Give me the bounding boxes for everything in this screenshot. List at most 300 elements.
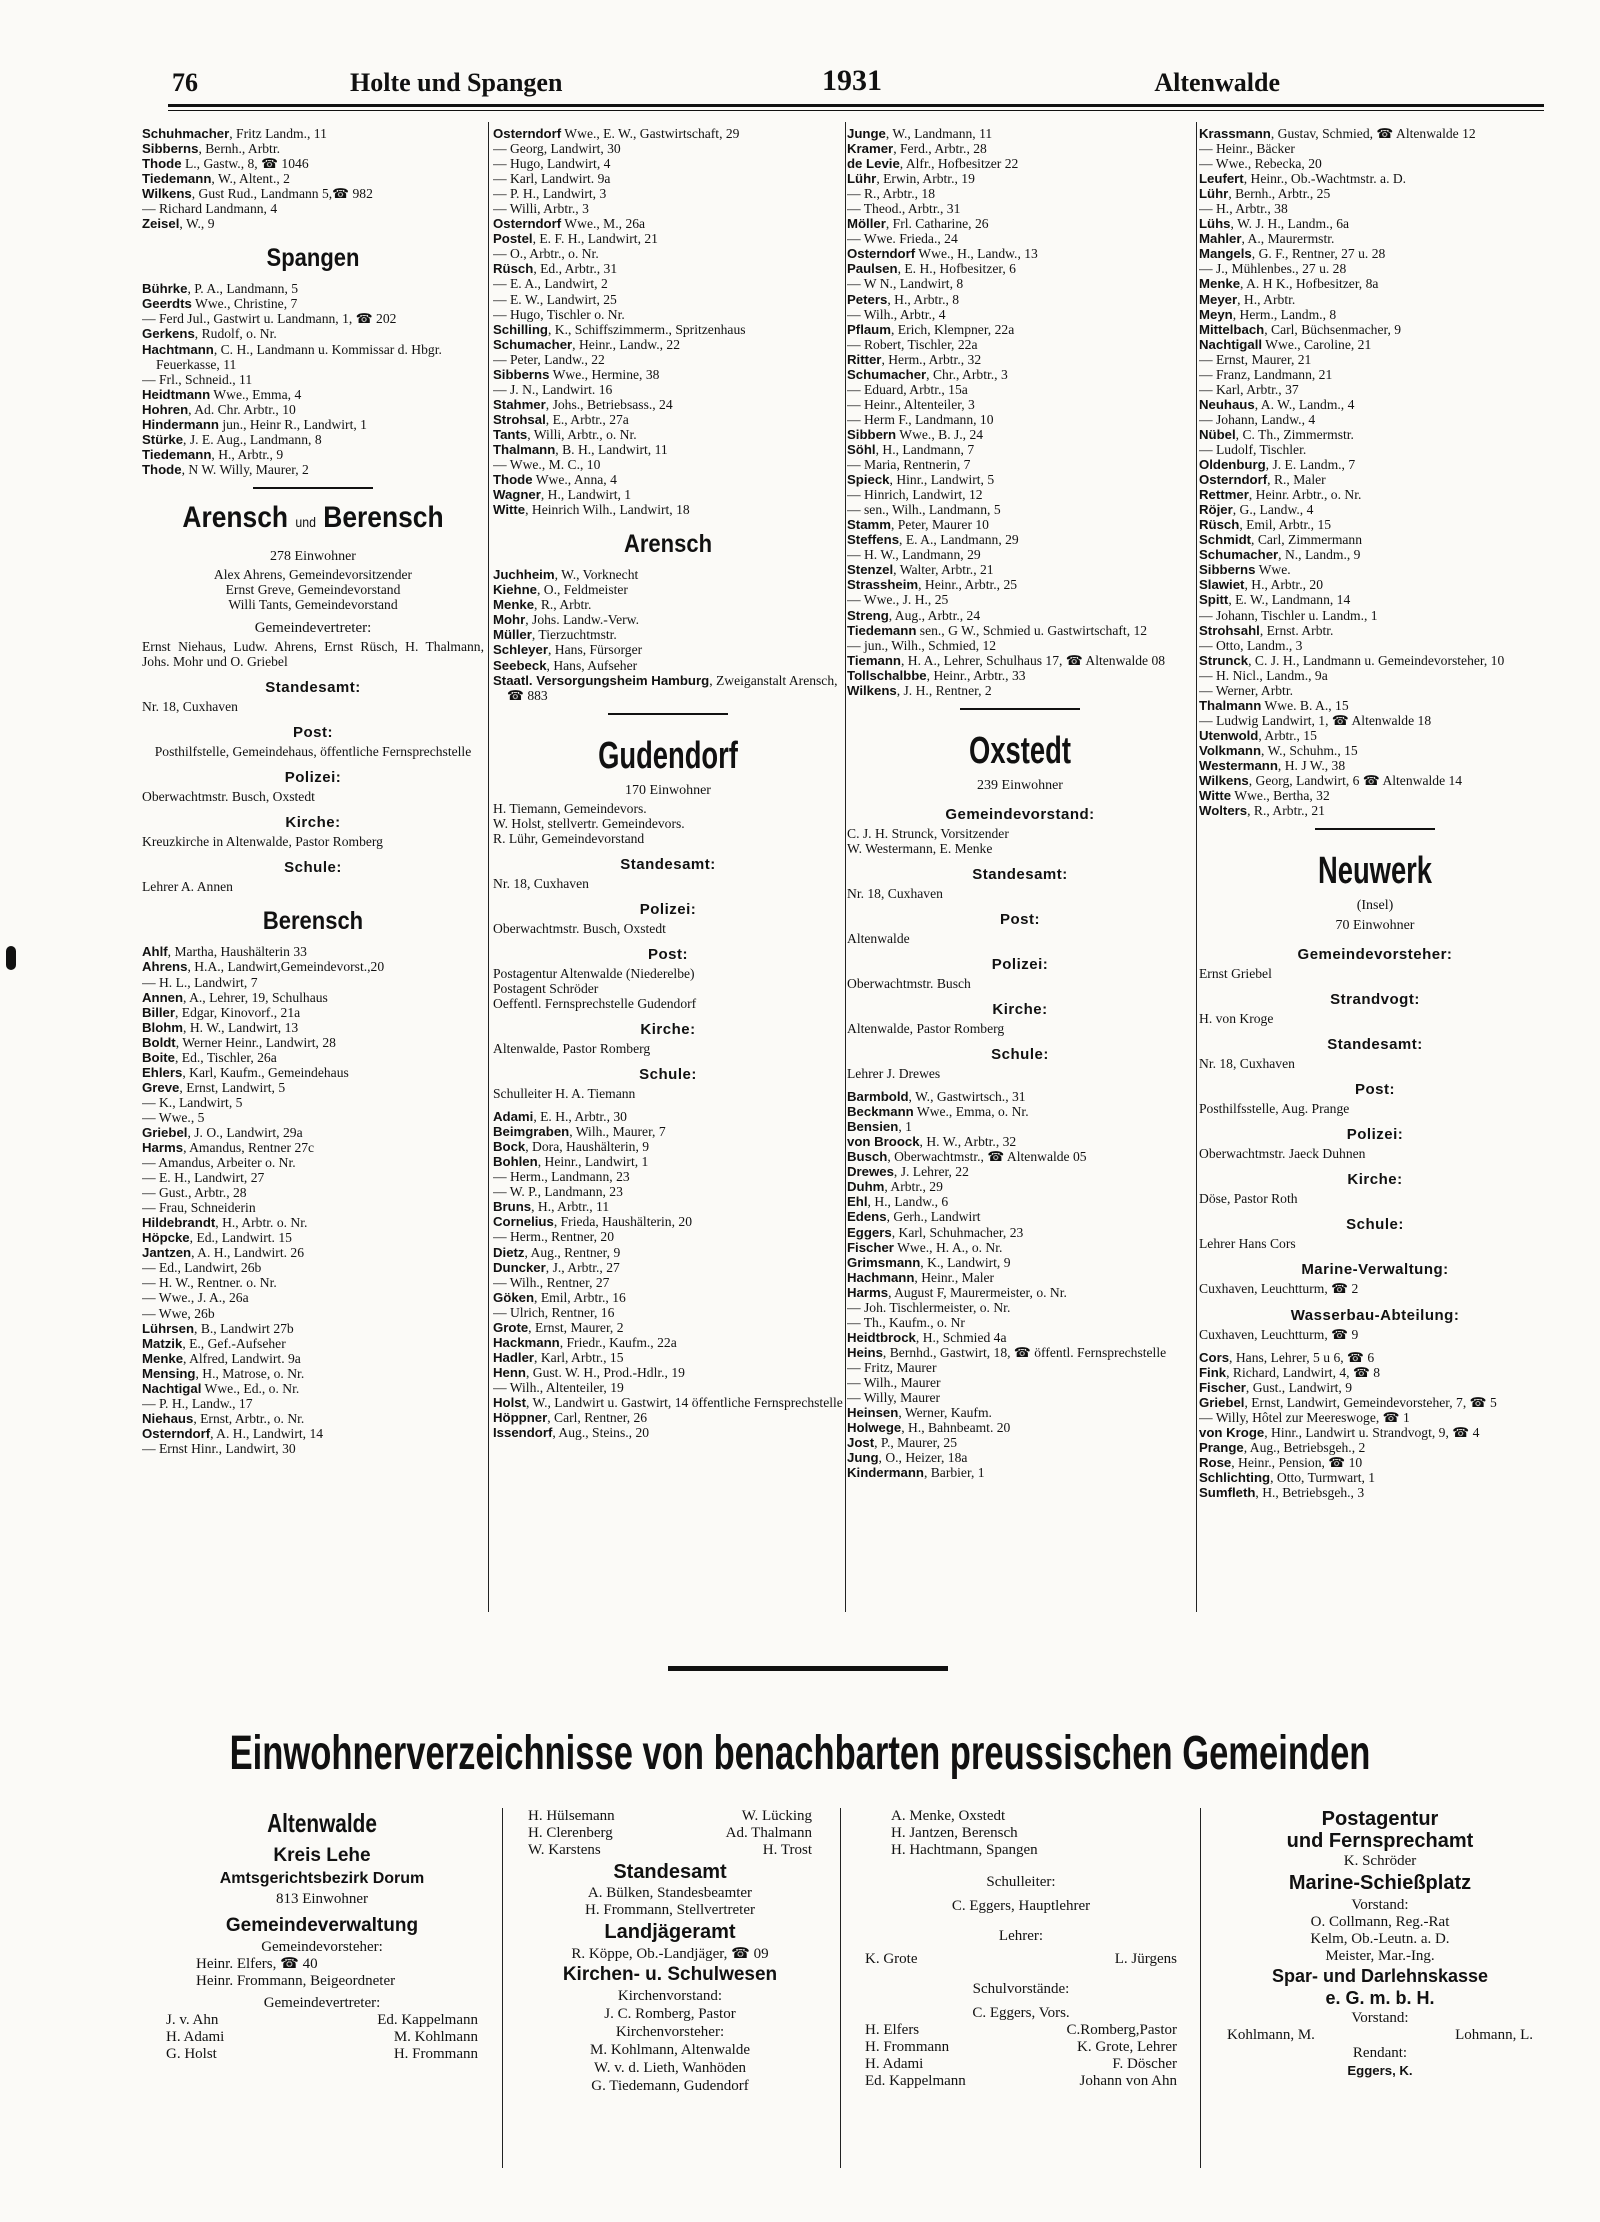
list-item: — Ferd Jul., Gastwirt u. Landmann, 1, ☎ 202	[142, 311, 397, 327]
list-item: Gerkens, Rudolf, o. Nr.	[142, 326, 277, 342]
wasserbau-text: Cuxhaven, Leuchtturm, ☎ 9	[1199, 1326, 1359, 1342]
entry-name: Mensing	[142, 1365, 196, 1381]
list-item: — Robert, Tischler, 22a	[847, 336, 978, 352]
post-text: Posthilfstelle, Gemeindehaus, öffentliche Fernsprechstelle	[154, 744, 472, 760]
list-item: Strohsahl, Ernst. Arbtr.	[1199, 622, 1334, 638]
heading-egmbh: e. G. m. b. H.	[1325, 1988, 1435, 2008]
entry-name: Schlichting	[1199, 1469, 1271, 1485]
schule-text: Lehrer J. Drewes	[847, 1066, 941, 1082]
list-item: Hindermann jun., Heinr R., Landwirt, 1	[142, 416, 367, 432]
entry-name: Ritter	[847, 351, 882, 367]
bottom-column-1	[146, 1808, 498, 2063]
entry-name: Müller	[493, 627, 532, 643]
list-item: — Otto, Landm., 3	[1199, 637, 1303, 653]
entry-name: Wilkens	[142, 186, 192, 202]
label-gemeindevorstand: Gemeindevorstand:	[945, 805, 1095, 823]
list-item: — Willy, Hôtel zur Meereswoge, ☎ 1	[1199, 1409, 1410, 1425]
list-item: Kiehne, O., Feldmeister	[493, 582, 628, 598]
kirchenvorstand-text: J. C. Romberg, Pastor	[604, 2006, 736, 2022]
entry-name: Schumacher	[847, 366, 927, 382]
list-item: Steffens, E. A., Landmann, 29	[847, 532, 1019, 548]
list-item: — Herm F., Landmann, 10	[847, 411, 994, 427]
label-gemeindevorsteher: Gemeindevorsteher:	[261, 1939, 383, 1955]
entry-name: Bensien	[847, 1119, 899, 1135]
list-item: — Wilh., Arbtr., 4	[847, 306, 946, 322]
list-item: Schmidt, Carl, Zimmermann	[1199, 532, 1363, 548]
list-item: Wolters, R., Arbtr., 21	[1199, 803, 1325, 819]
entry-name: Strassheim	[847, 577, 919, 593]
entry-name: Oldenburg	[1199, 457, 1266, 473]
list-item: Rose, Heinr., Pension, ☎ 10	[1199, 1454, 1363, 1470]
list-item: Prange, Aug., Betriebsgeh., 2	[1199, 1439, 1366, 1455]
entry-name: Leufert	[1199, 171, 1244, 187]
entry-name: Stürke	[142, 431, 184, 447]
label-schulleiter: Schulleiter:	[986, 1874, 1056, 1890]
list-item-text: W. v. d. Lieth, Wanhöden	[594, 2060, 746, 2076]
entry-name: Tants	[493, 426, 528, 442]
list-item: Mangels, G. F., Rentner, 27 u. 28	[1199, 246, 1386, 262]
section-title-gudendorf: Gudendorf	[598, 734, 738, 777]
entry-name: Zeisel	[142, 216, 180, 232]
list-item: — Peter, Landw., 22	[493, 351, 605, 367]
list-item: Drewes, J. Lehrer, 22	[847, 1164, 969, 1180]
heading-kreis: Kreis Lehe	[273, 1845, 371, 1866]
entry-name: Jost	[847, 1435, 875, 1451]
list-item: — Wilh., Maurer	[847, 1375, 941, 1390]
entry-list	[1199, 1350, 1551, 1500]
list-item	[508, 1842, 832, 1859]
list-item: Westermann, H. J W., 38	[1199, 757, 1346, 773]
list-item: — Frl., Schneid., 11	[142, 371, 253, 387]
entry-name: Henn	[493, 1364, 526, 1380]
entry-name: Adami	[493, 1109, 534, 1125]
label-standesamt: Standesamt:	[620, 855, 716, 873]
list-item: Cors, Hans, Lehrer, 5 u 6, ☎ 6	[1199, 1349, 1375, 1365]
label-post: Post:	[1355, 1081, 1395, 1099]
entry-name: Peters	[847, 291, 888, 307]
list-item: Bührke, P. A., Landmann, 5	[142, 281, 299, 297]
entry-name: Cors	[1199, 1349, 1230, 1365]
list-item: — H. W., Rentner. o. Nr.	[142, 1275, 277, 1291]
list-item: — H. W., Landmann, 29	[847, 547, 981, 563]
list-item: Eggers, Karl, Schuhmacher, 23	[847, 1224, 1024, 1240]
population: 170 Einwohner	[625, 782, 711, 798]
header-rule	[168, 104, 1544, 107]
list-item: Grimsmann, K., Landwirt, 9	[847, 1254, 1011, 1270]
list-item: Holst, W., Landwirt u. Gastwirt, 14 öffentliche Fernsprechstelle	[493, 1395, 843, 1410]
list-item	[845, 1951, 1197, 1968]
entry-name: Tiedemann	[142, 446, 212, 462]
list-item: O. Collmann, Reg.-Rat	[1310, 1914, 1450, 1930]
list-item: Stahmer, Johs., Betriebsass., 24	[493, 396, 673, 412]
entry-name: Tiemann	[847, 652, 901, 668]
entry-name: Röjer	[1199, 502, 1233, 518]
entry-name: Blohm	[142, 1019, 184, 1035]
entry-name: Steffens	[847, 532, 900, 548]
list-item: Boldt, Werner Heinr., Landwirt, 28	[142, 1034, 336, 1050]
list-item: Bruns, H., Arbtr., 11	[493, 1199, 610, 1215]
entry-name: Hachtmann	[142, 341, 214, 357]
standesamt-text: Nr. 18, Cuxhaven	[1199, 1056, 1295, 1072]
label-vorstand: Vorstand:	[1351, 1897, 1409, 1913]
list-item: Tollschalbbe, Heinr., Arbtr., 33	[847, 667, 1026, 683]
entry-name: Ehlers	[142, 1064, 183, 1080]
list-item: Duhm, Arbtr., 29	[847, 1179, 943, 1195]
list-item-text: H. Trost	[762, 1842, 812, 1858]
entry-name: Matzik	[142, 1335, 183, 1351]
entry-name: Spitt	[1199, 592, 1229, 608]
list-item	[146, 2029, 498, 2046]
list-item-text: H. Adami	[166, 2029, 225, 2045]
schule-text: Schulleiter H. A. Tiemann	[493, 1086, 636, 1102]
entry-name: Thode	[493, 472, 533, 488]
list-item: — Richard Landmann, 4	[142, 201, 278, 217]
list-item-text: H. Hülsemann	[528, 1808, 615, 1824]
list-item: Busch, Oberwachtmstr., ☎ Altenwalde 05	[847, 1149, 1087, 1165]
list-item: Zeisel, W., 9	[142, 216, 215, 232]
entry-name: Holwege	[847, 1420, 902, 1436]
list-item: — Ludwig Landwirt, 1, ☎ Altenwalde 18	[1199, 712, 1432, 728]
list-item: Kelm, Ob.-Leutn. a. D.	[1310, 1931, 1450, 1947]
list-item: Wilkens, J. H., Rentner, 2	[847, 682, 992, 698]
list-item: Blohm, H. W., Landwirt, 13	[142, 1019, 299, 1035]
entry-name: Thalmann	[493, 441, 556, 457]
label-gemeindevertreter: Gemeindevertreter:	[263, 1995, 381, 2011]
entry-name: Annen	[142, 989, 184, 1005]
label-polizei: Polizei:	[1346, 1126, 1404, 1144]
list-item-text: J. v. Ahn	[166, 2012, 219, 2028]
list-item	[845, 2022, 1197, 2039]
kirche-text: Altenwalde, Pastor Romberg	[847, 1021, 1005, 1037]
list-item: — R., Arbtr., 18	[847, 186, 935, 202]
list-item: Peters, H., Arbtr., 8	[847, 291, 960, 307]
list-item: Boite, Ed., Tischler, 26a	[142, 1049, 277, 1065]
entry-name: Göken	[493, 1289, 535, 1305]
list-item: Tiedemann, H., Arbtr., 9	[142, 446, 284, 462]
entry-name: Grote	[493, 1319, 529, 1335]
kirchenvorsteher-list	[508, 2041, 832, 2095]
title-arensch: Arensch	[182, 500, 289, 534]
entry-name: Fischer	[847, 1239, 894, 1255]
entry-name: Menke	[1199, 276, 1241, 292]
entry-list	[493, 567, 843, 702]
entry-name: Nachtigall	[1199, 336, 1263, 352]
label-marine: Marine-Verwaltung:	[1301, 1261, 1449, 1279]
entry-name: Juchheim	[493, 567, 555, 583]
list-item: Höppner, Carl, Rentner, 26	[493, 1410, 648, 1426]
list-item: Wagner, H., Landwirt, 1	[493, 487, 632, 503]
list-item: — Wwe., 5	[142, 1109, 205, 1125]
kirche-text: Döse, Pastor Roth	[1199, 1191, 1298, 1207]
entry-name: Sumfleth	[1199, 1485, 1256, 1500]
entry-name: Drewes	[847, 1164, 894, 1180]
entry-name: Kindermann	[847, 1465, 924, 1481]
population: 70 Einwohner	[1335, 918, 1415, 934]
entry-name: Jantzen	[142, 1245, 192, 1261]
list-item: — E. H., Landwirt, 27	[142, 1170, 265, 1186]
population: 278 Einwohner	[270, 548, 356, 564]
list-item-text: C.Romberg,Pastor	[1066, 2022, 1177, 2038]
list-item: — W N., Landwirt, 8	[847, 276, 964, 292]
entry-name: Tiedemann	[142, 171, 212, 187]
list-item: Griebel, Ernst, Landwirt, Gemeindevorsteher, 7, ☎ 5	[1199, 1394, 1497, 1410]
entry-list	[142, 944, 484, 1456]
list-item: Lühs, W. J. H., Landm., 6a	[1199, 216, 1350, 232]
entry-name: Wilkens	[1199, 773, 1249, 789]
list-item: Hildebrandt, H., Arbtr. o. Nr.	[142, 1215, 308, 1231]
label-standesamt: Standesamt:	[1327, 1036, 1423, 1054]
polizei-text: Oberwachtmstr. Jaeck Duhnen	[1199, 1146, 1366, 1162]
list-item: Dietz, Aug., Rentner, 9	[493, 1244, 621, 1260]
column-divider	[502, 1808, 503, 2168]
list-item: — Heinr., Altenteiler, 3	[847, 396, 975, 412]
entry-name: Höpcke	[142, 1230, 190, 1246]
entry-name: Lühs	[1199, 216, 1231, 232]
entry-name: Streng	[847, 607, 889, 623]
list-item: — Wwe., J. A., 26a	[142, 1290, 249, 1306]
heading-fernsprechamt: und Fernsprechamt	[1286, 1830, 1474, 1852]
entry-list	[493, 126, 843, 517]
list-item: — J., Mühlenbes., 27 u. 28	[1199, 261, 1347, 277]
list-item: — Johann, Landw., 4	[1199, 411, 1316, 427]
post-text: Posthilfsstelle, Aug. Prange	[1199, 1101, 1350, 1117]
heading-kirchen-schulwesen: Kirchen- u. Schulwesen	[562, 1964, 778, 1985]
entry-name: Bruns	[493, 1199, 532, 1215]
list-item: Heidtmann Wwe., Emma, 4	[142, 386, 302, 402]
list-item: H. Jantzen, Berensch	[891, 1825, 1018, 1841]
separator-rule	[1315, 828, 1435, 830]
entry-name: Heidtmann	[142, 386, 211, 402]
separator-rule	[960, 708, 1080, 710]
label-post: Post:	[293, 724, 333, 742]
list-item: Harms, August F, Maurermeister, o. Nr.	[847, 1284, 1067, 1300]
list-item: Schumacher, Heinr., Landw., 22	[493, 336, 681, 352]
entry-name: Heinsen	[847, 1405, 899, 1421]
list-item: — Wwe. Frieda., 24	[847, 231, 958, 247]
board-list	[493, 801, 843, 846]
list-item: Möller, Frl. Catharine, 26	[847, 216, 989, 232]
list-item: Thode, N W. Willy, Maurer, 2	[142, 461, 309, 477]
list-item: H. Tiemann, Gemeindevors.	[493, 800, 647, 816]
entry-name: Holst	[493, 1395, 526, 1410]
entry-name: Hindermann	[142, 416, 219, 432]
list-item: Fink, Richard, Landwirt, 4, ☎ 8	[1199, 1364, 1381, 1380]
list-item: Jost, P., Maurer, 25	[847, 1435, 958, 1451]
list-item: Rüsch, Ed., Arbtr., 31	[493, 261, 618, 277]
list-item: — Hinrich, Landwirt, 12	[847, 487, 983, 503]
list-item: — Franz, Landmann, 21	[1199, 366, 1333, 382]
list-item: Hohren, Ad. Chr. Arbtr., 10	[142, 401, 296, 417]
entry-name: Junge	[847, 126, 886, 141]
list-item: Mittelbach, Carl, Büchsenmacher, 9	[1199, 321, 1402, 337]
entry-list	[1199, 126, 1551, 818]
list-item: Stenzel, Walter, Arbtr., 21	[847, 562, 994, 578]
list-item: Schumacher, Chr., Arbtr., 3	[847, 366, 1008, 382]
entry-name: Nachtigal	[142, 1380, 202, 1396]
list-item: — P. H., Landwirt, 3	[493, 186, 607, 202]
list-item: Hadler, Karl, Arbtr., 15	[493, 1349, 624, 1365]
polizei-text: Oberwachtmstr. Busch, Oxstedt	[142, 789, 315, 805]
list-item: — Ludolf, Tischler.	[1199, 441, 1307, 457]
list-item: — H. Nicl., Landm., 9a	[1199, 667, 1328, 683]
entry-name: Rettmer	[1199, 487, 1249, 503]
standesamt-list	[508, 1885, 832, 1919]
entry-name: Bührke	[142, 281, 188, 297]
schulvorstand-text: C. Eggers, Vors.	[972, 2005, 1070, 2021]
entry-name: Volkmann	[1199, 742, 1262, 758]
list-item: Tiedemann sen., G W., Schmied u. Gastwirtschaft, 12	[847, 622, 1148, 638]
separator-rule	[608, 713, 728, 715]
label-polizei: Polizei:	[639, 900, 697, 918]
vertreter-pairs	[146, 2012, 498, 2063]
list-item: Utenwold, Arbtr., 15	[1199, 727, 1317, 743]
list-item: Nachtigal Wwe., Ed., o. Nr.	[142, 1380, 300, 1396]
list-item: H. Hachtmann, Spangen	[891, 1842, 1038, 1858]
list-item: Kramer, Ferd., Arbtr., 28	[847, 141, 987, 157]
list-item: — Wilh., Rentner, 27	[493, 1274, 610, 1290]
list-item: Rüsch, Emil, Arbtr., 15	[1199, 517, 1332, 533]
list-item: Barmbold, W., Gastwirtsch., 31	[847, 1089, 1026, 1105]
entry-name: Tollschalbbe	[847, 667, 927, 683]
list-item-text: G. Tiedemann, Gudendorf	[591, 2078, 749, 2094]
list-item-text: Ad. Thalmann	[725, 1825, 812, 1841]
entry-name: Postel	[493, 231, 533, 247]
column-3	[847, 126, 1193, 1480]
list-item-text: Lohmann, L.	[1455, 2027, 1533, 2043]
list-item-text: Ed. Kappelmann	[377, 2012, 478, 2028]
list-item: Osterndorf Wwe., H., Landw., 13	[847, 246, 1038, 262]
list-item: H. Frommann, Stellvertreter	[585, 1902, 755, 1918]
list-item: Juchheim, W., Vorknecht	[493, 567, 639, 583]
list-item	[845, 2073, 1197, 2090]
list-item: — Willi, Arbtr., 3	[493, 201, 589, 217]
list-item: Ernst Greve, Gemeindevorstand	[225, 581, 401, 597]
list-item: Edens, Gerh., Landwirt	[847, 1209, 981, 1225]
list-item: Göken, Emil, Arbtr., 16	[493, 1289, 626, 1305]
list-item: Henn, Gust. W. H., Prod.-Hdlr., 19	[493, 1364, 685, 1380]
header-rule-thin	[168, 110, 1544, 111]
entry-name: Jung	[847, 1450, 879, 1466]
list-item: — P. H., Landw., 17	[142, 1395, 253, 1411]
entry-name: Kramer	[847, 141, 894, 157]
label-gemeindevorsteher: Gemeindevorsteher:	[1297, 946, 1453, 964]
list-item: Witte, Heinrich Wilh., Landwirt, 18	[493, 502, 690, 518]
landjaeger-text: R. Köppe, Ob.-Landjäger, ☎ 09	[571, 1946, 769, 1962]
list-item: — Heinr., Bäcker	[1199, 141, 1295, 157]
list-item: Slawiet, H., Arbtr., 20	[1199, 577, 1323, 593]
entry-name: Strunck	[1199, 652, 1249, 668]
entry-name: Greve	[142, 1079, 180, 1095]
list-item: — Eduard, Arbtr., 15a	[847, 381, 968, 397]
list-item-text: M. Kohlmann, Altenwalde	[590, 2042, 750, 2058]
list-item: Osterndorf, A. H., Landwirt, 14	[142, 1425, 324, 1441]
entry-name: Barmbold	[847, 1089, 909, 1105]
entry-name: Spieck	[847, 472, 890, 488]
vorsteher-list	[146, 1956, 498, 1990]
entry-name: Edens	[847, 1209, 887, 1225]
year: 1931	[822, 64, 882, 97]
list-item: Neuhaus, A. W., Landm., 4	[1199, 396, 1355, 412]
list-item: Menke, R., Arbtr.	[493, 597, 592, 613]
list-item: Harms, Amandus, Rentner 27c	[142, 1140, 315, 1156]
rendant-text: Eggers, K.	[1347, 2063, 1413, 2078]
entry-name: Boldt	[142, 1034, 176, 1050]
list-item: — Wwe., J. H., 25	[847, 592, 949, 608]
section-divider-rule	[668, 1666, 948, 1671]
entry-name: Krassmann	[1199, 126, 1271, 141]
list-item-text: G. Holst	[166, 2046, 217, 2062]
entry-name: Eggers	[847, 1224, 892, 1240]
list-item: Sibberns Wwe.	[1199, 562, 1291, 578]
list-item: Junge, W., Landmann, 11	[847, 126, 993, 141]
list-item: Strohsal, E., Arbtr., 27a	[493, 411, 629, 427]
entry-name: Duhm	[847, 1179, 885, 1195]
heading-marine-schiessplatz: Marine-Schießplatz	[1288, 1872, 1472, 1894]
list-item: Heins, Bernhd., Gastwirt, 18, ☎ öffentl. Fernsprechstelle	[847, 1344, 1167, 1360]
list-item-text: Ed. Kappelmann	[865, 2073, 966, 2089]
list-item: A. Menke, Oxstedt	[891, 1808, 1006, 1824]
list-item: — Wilh., Altenteiler, 19	[493, 1379, 624, 1395]
list-item: Stamm, Peter, Maurer 10	[847, 517, 989, 533]
list-item: — H. L., Landwirt, 7	[142, 974, 258, 990]
list-item: Niehaus, Ernst, Arbtr., o. Nr.	[142, 1410, 305, 1426]
list-item: Oeffentl. Fernsprechstelle Gudendorf	[493, 995, 697, 1011]
list-item: Spitt, E. W., Landmann, 14	[1199, 592, 1351, 608]
label-post: Post:	[648, 945, 688, 963]
section-title-neuwerk: Neuwerk	[1317, 850, 1433, 893]
label-kirche: Kirche:	[1347, 1171, 1403, 1189]
list-item: von Broock, H. W., Arbtr., 32	[847, 1134, 1017, 1150]
list-item-text: L. Jürgens	[1114, 1951, 1177, 1967]
running-title: Holte und Spangen	[350, 68, 563, 97]
list-item: Biller, Edgar, Kinovorf., 21a	[142, 1004, 301, 1020]
list-item-text: F. Döscher	[1112, 2056, 1177, 2072]
label-post: Post:	[1000, 910, 1040, 928]
entry-name: von Broock	[847, 1134, 920, 1150]
section-title-arensch-berensch	[163, 499, 464, 541]
heading-standesamt: Standesamt	[613, 1861, 727, 1883]
list-item: Issendorf, Aug., Steins., 20	[493, 1425, 650, 1441]
list-item: Thode Wwe., Anna, 4	[493, 472, 617, 488]
list-item: — Th., Kaufm., o. Nr	[847, 1314, 965, 1330]
list-item: Höpcke, Ed., Landwirt. 15	[142, 1230, 292, 1246]
list-item: — Georg, Landwirt, 30	[493, 141, 621, 157]
list-item: — Ed., Landwirt, 26b	[142, 1260, 262, 1276]
list-item: Matzik, E., Gef.-Aufseher	[142, 1335, 286, 1351]
entry-name: Sibberns	[142, 141, 199, 157]
entry-name: Heins	[847, 1344, 883, 1360]
list-item: Holwege, H., Bahnbeamt. 20	[847, 1420, 1011, 1436]
list-item: Röjer, G., Landw., 4	[1199, 502, 1314, 518]
entry-name: Griebel	[142, 1124, 188, 1140]
standesamt-text: Nr. 18, Cuxhaven	[142, 699, 238, 715]
bottom-column-4	[1207, 1808, 1553, 2080]
label-polizei: Polizei:	[991, 955, 1049, 973]
entry-name: Menke	[493, 597, 535, 613]
standesamt-text: Nr. 18, Cuxhaven	[493, 875, 589, 891]
entry-name: Slawiet	[1199, 577, 1245, 593]
entry-name: Beckmann	[847, 1104, 914, 1120]
list-item: Meyer, H., Arbtr.	[1199, 291, 1296, 307]
list-item: Cornelius, Frieda, Haushälterin, 20	[493, 1214, 692, 1230]
label-kirche: Kirche:	[640, 1021, 696, 1039]
entry-name: Thode	[142, 461, 182, 477]
scan-mark	[6, 946, 16, 970]
entry-name: Hachmann	[847, 1269, 915, 1285]
list-item: Kindermann, Barbier, 1	[847, 1465, 985, 1481]
label-vorstand: Vorstand:	[1351, 2010, 1409, 2026]
list-item: — Hugo, Tischler o. Nr.	[493, 306, 625, 322]
